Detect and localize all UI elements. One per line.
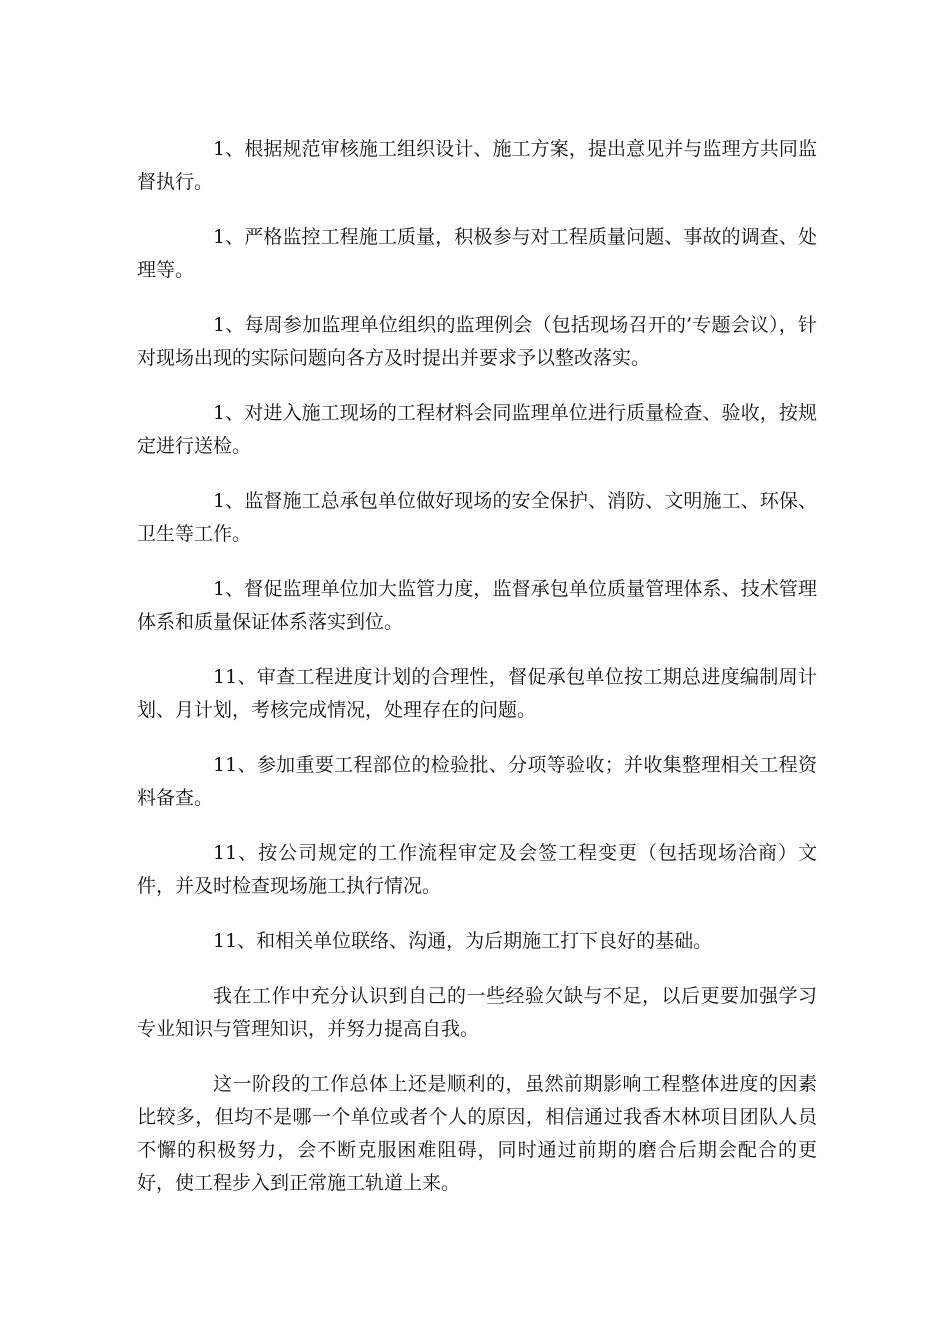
paragraph-coordination: 11、和相关单位联络、沟通，为后期施工打下良好的基础。 xyxy=(213,930,713,952)
document-body xyxy=(137,133,817,1222)
paragraph-acceptance: 11、参加重要工程部位的检验批、分项等验收；并收集整理相关工程资料备查。 xyxy=(137,754,817,809)
paragraph-self-improvement: 我在工作中充分认识到自己的一些经验欠缺与不足，以后更要加强学习专业知识与管理知识，并努力提高自我。 xyxy=(137,985,817,1040)
paragraph-change-approval: 11、按公司规定的工作流程审定及会签工程变更（包括现场洽商）文件，并及时检查现场施工执行情况。 xyxy=(137,842,817,897)
paragraph-material-inspection: 1、对进入施工现场的工程材料会同监理单位进行质量检查、验收，按规定进行送检。 xyxy=(137,402,817,457)
paragraph-weekly-meeting: 1、每周参加监理单位组织的监理例会（包括现场召开的’专题会议），针对现场出现的实际问题向各方及时提出并要求予以整改落实。 xyxy=(137,314,817,369)
paragraph-supervision-strength: 1、督促监理单位加大监管力度，监督承包单位质量管理体系、技术管理体系和质量保证体系落实到位。 xyxy=(137,578,817,633)
paragraph-schedule-review: 11、审查工程进度计划的合理性，督促承包单位按工期总进度编制周计划、月计划，考核完成情况，处理存在的问题。 xyxy=(137,666,817,721)
paragraph-review-construction-plan: 1、根据规范审核施工组织设计、施工方案，提出意见并与监理方共同监督执行。 xyxy=(137,138,817,193)
paragraph-summary: 这一阶段的工作总体上还是顺利的，虽然前期影响工程整体进度的因素比较多，但均不是哪一个单位或者个人的原因，相信通过我香木林项目团队人员不懈的积极努力，会不断克服困难阻碍，同时通过前期的磨合后期会配合的更好，使工程步入到正常施工轨道上来。 xyxy=(137,1073,817,1194)
paragraph-site-safety: 1、监督施工总承包单位做好现场的安全保护、消防、文明施工、环保、卫生等工作。 xyxy=(137,490,817,545)
paragraph-quality-control: 1、严格监控工程施工质量，积极参与对工程质量问题、事故的调查、处理等。 xyxy=(137,226,817,281)
